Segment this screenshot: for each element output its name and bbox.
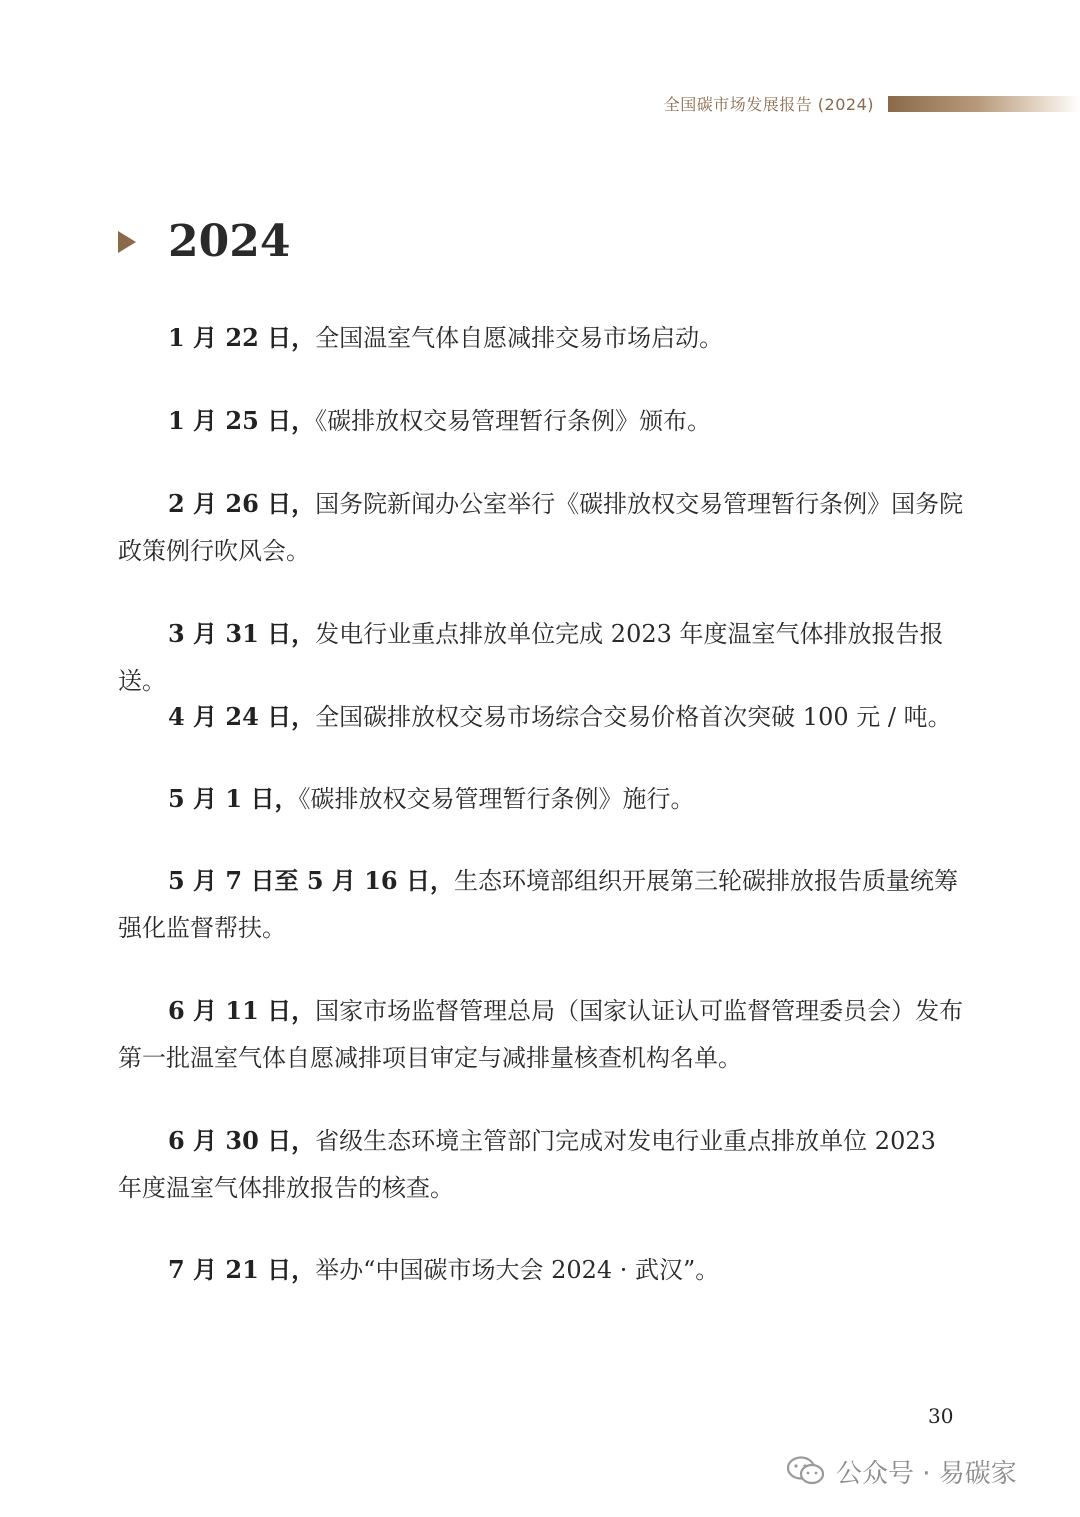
entry-text: 全国碳排放权交易市场综合交易价格首次突破 100 元 / 吨。	[315, 703, 952, 731]
wechat-icon	[786, 1455, 826, 1487]
entry-text: 《碳排放权交易管理暂行条例》施行。	[298, 785, 695, 813]
entry-text: 发电行业重点排放单位完成 2023 年度温室气体排放报告报送。	[118, 620, 944, 695]
entry-date: 1 月 25 日，	[168, 406, 316, 435]
entry-text: 国家市场监督管理总局（国家认证认可监督管理委员会）发布第一批温室气体自愿减排项目审定与减排量核查机构名单。	[118, 997, 964, 1072]
entry-text: 国务院新闻办公室举行《碳排放权交易管理暂行条例》国务院政策例行吹风会。	[118, 490, 964, 565]
entry-date: 6 月 11 日，	[168, 996, 316, 1025]
entry-date: 6 月 30 日，	[168, 1126, 316, 1155]
timeline-entry	[118, 1117, 964, 1212]
timeline-entry	[118, 397, 964, 445]
entry-text: 举办“中国碳市场大会 2024 · 武汉”。	[315, 1256, 720, 1284]
timeline-entry	[118, 693, 964, 741]
entry-date: 7 月 21 日，	[168, 1255, 316, 1284]
timeline-entry	[118, 1246, 964, 1294]
timeline-entry	[118, 987, 964, 1082]
page-number: 30	[928, 1404, 954, 1428]
entry-date: 2 月 26 日，	[168, 489, 316, 518]
section-triangle-icon	[118, 231, 136, 253]
entry-date: 1 月 22 日，	[168, 323, 316, 352]
entry-date: 4 月 24 日，	[168, 702, 316, 731]
entry-text: 《碳排放权交易管理暂行条例》颁布。	[315, 407, 712, 435]
entry-date: 3 月 31 日，	[168, 619, 316, 648]
entry-text: 全国温室气体自愿减排交易市场启动。	[315, 324, 724, 352]
report-header-title: 全国碳市场发展报告 (2024)	[663, 95, 874, 114]
entry-text: 生态环境部组织开展第三轮碳排放报告质量统筹强化监督帮扶。	[118, 867, 958, 942]
entry-date: 5 月 7 日至 5 月 16 日，	[168, 866, 454, 895]
timeline-entry	[118, 857, 964, 952]
timeline-entry	[118, 610, 964, 705]
entry-text: 省级生态环境主管部门完成对发电行业重点排放单位 2023 年度温室气体排放报告的核查。	[118, 1127, 936, 1202]
watermark-text: 公众号 · 易碳家	[836, 1458, 1017, 1489]
section-year-heading: 2024	[168, 216, 291, 267]
timeline-entry	[118, 775, 964, 823]
timeline-entry	[118, 480, 964, 575]
header-decorative-bar	[888, 96, 1080, 112]
wechat-watermark	[786, 1451, 1017, 1491]
timeline-entry	[118, 314, 964, 362]
entry-date: 5 月 1 日，	[168, 784, 299, 813]
